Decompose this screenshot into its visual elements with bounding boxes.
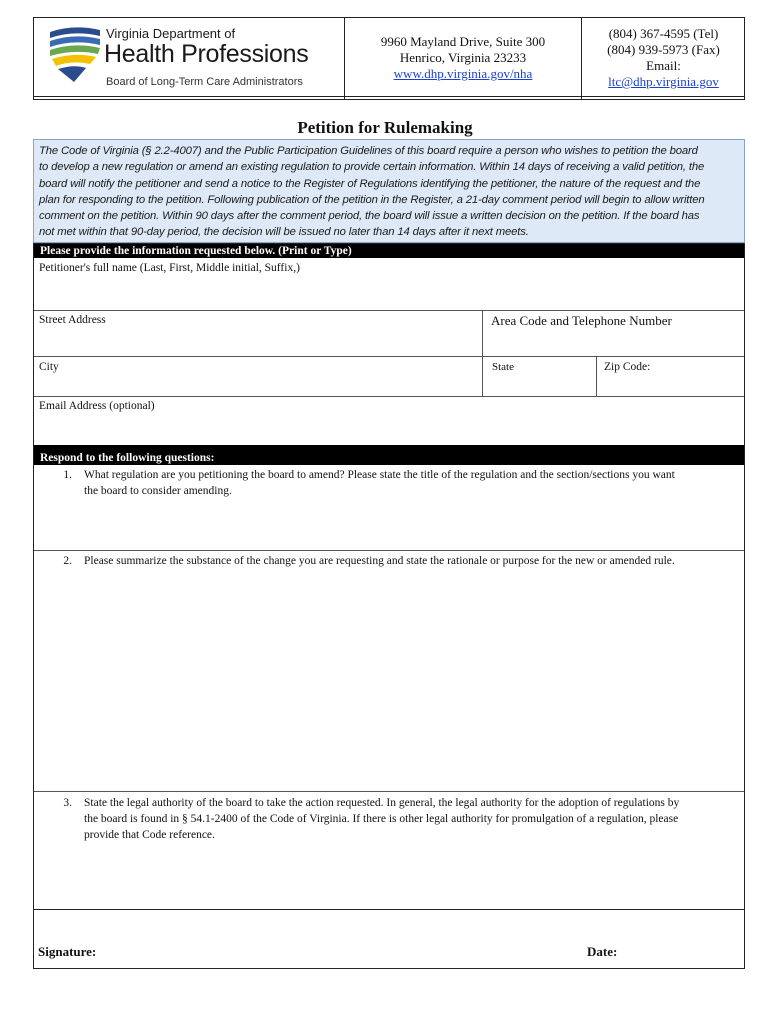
intro-paragraph bbox=[33, 139, 745, 243]
mailing-address bbox=[352, 34, 574, 82]
page-title: Petition for Rulemaking bbox=[297, 118, 473, 137]
header-rule bbox=[34, 96, 744, 97]
row-divider bbox=[34, 356, 744, 357]
row-divider bbox=[34, 550, 744, 551]
intro-line: plan for responding to the petition. Following publication of the petition in the Register, a 21-day comment period will begin to allow written bbox=[39, 193, 705, 206]
question-line: the board is found in § 54.1-2400 of the Code of Virginia. If there is other legal authority for promulgation of a regulation, please bbox=[84, 813, 679, 825]
row-divider bbox=[34, 791, 744, 792]
question-number: 1. bbox=[63, 469, 72, 481]
phone-fax: (804) 939-5973 (Fax) bbox=[607, 42, 720, 57]
row-divider bbox=[34, 310, 744, 311]
city-field[interactable]: City bbox=[39, 361, 59, 373]
dhp-logo bbox=[46, 24, 356, 94]
section-header-questions: Respond to the following questions: bbox=[34, 445, 744, 465]
contact-info bbox=[582, 26, 745, 90]
question-line: provide that Code reference. bbox=[84, 829, 215, 841]
email-link[interactable]: ltc@dhp.virginia.gov bbox=[608, 74, 719, 89]
logo-line-1: Virginia Department of bbox=[106, 26, 236, 41]
intro-line: not met within that 90-day period, the decision will be issued no later than 14 days after it next meets. bbox=[39, 226, 529, 239]
website-link[interactable]: www.dhp.virginia.gov/nha bbox=[393, 66, 533, 81]
question-number: 2. bbox=[63, 555, 72, 567]
swoosh-logo-icon bbox=[46, 24, 102, 90]
question-line: State the legal authority of the board to take the action requested. In general, the legal authority for the adoption of regulations by bbox=[84, 797, 680, 809]
question-number: 3. bbox=[63, 797, 72, 809]
section-header-info: Please provide the information requested below. (Print or Type) bbox=[34, 244, 744, 258]
date-field[interactable]: Date: bbox=[587, 944, 618, 959]
header-divider bbox=[344, 18, 345, 99]
street-address-field[interactable]: Street Address bbox=[39, 314, 106, 326]
question-line: What regulation are you petitioning the board to amend? Please state the title of the regulation and the section/sections you want bbox=[84, 469, 675, 481]
question-line: the board to consider amending. bbox=[84, 485, 232, 497]
column-divider bbox=[596, 356, 597, 396]
row-divider bbox=[34, 396, 744, 397]
letterhead bbox=[33, 17, 745, 100]
full-name-field[interactable]: Petitioner's full name (Last, First, Middle initial, Suffix,) bbox=[39, 262, 300, 274]
phone-tel: (804) 367-4595 (Tel) bbox=[608, 26, 719, 41]
address-street: 9960 Mayland Drive, Suite 300 bbox=[380, 34, 546, 49]
question-line: Please summarize the substance of the change you are requesting and state the rationale or purpose for the new or amended rule. bbox=[84, 555, 675, 567]
logo-line-2: Health Professions bbox=[104, 40, 309, 68]
email-label: Email: bbox=[646, 58, 681, 73]
zip-field[interactable]: Zip Code: bbox=[604, 361, 651, 373]
intro-line: The Code of Virginia (§ 2.2-4007) and the Public Participation Guidelines of this board require a person who wishes to petition the board bbox=[39, 145, 698, 157]
intro-line: to develop a new regulation or amend an existing regulation to provide certain information. Within 14 days of receiving a valid petition, the bbox=[39, 161, 705, 174]
row-divider bbox=[34, 909, 744, 910]
petition-form bbox=[33, 243, 745, 969]
email-field[interactable]: Email Address (optional) bbox=[39, 400, 155, 412]
column-divider bbox=[482, 310, 483, 396]
state-field[interactable]: State bbox=[492, 361, 514, 373]
intro-line: board will notify the petitioner and send a notice to the Register of Regulations identifying the petitioner, the nature of the request and the bbox=[39, 177, 701, 190]
logo-line-3: Board of Long-Term Care Administrators bbox=[106, 76, 303, 88]
intro-line: comment on the petition. Within 90 days after the comment period, the board will issue a written decision on the petition. If the board has bbox=[39, 210, 700, 223]
address-city: Henrico, Virginia 23233 bbox=[399, 50, 527, 65]
signature-field[interactable]: Signature: bbox=[38, 944, 97, 959]
phone-field[interactable]: Area Code and Telephone Number bbox=[491, 313, 672, 328]
